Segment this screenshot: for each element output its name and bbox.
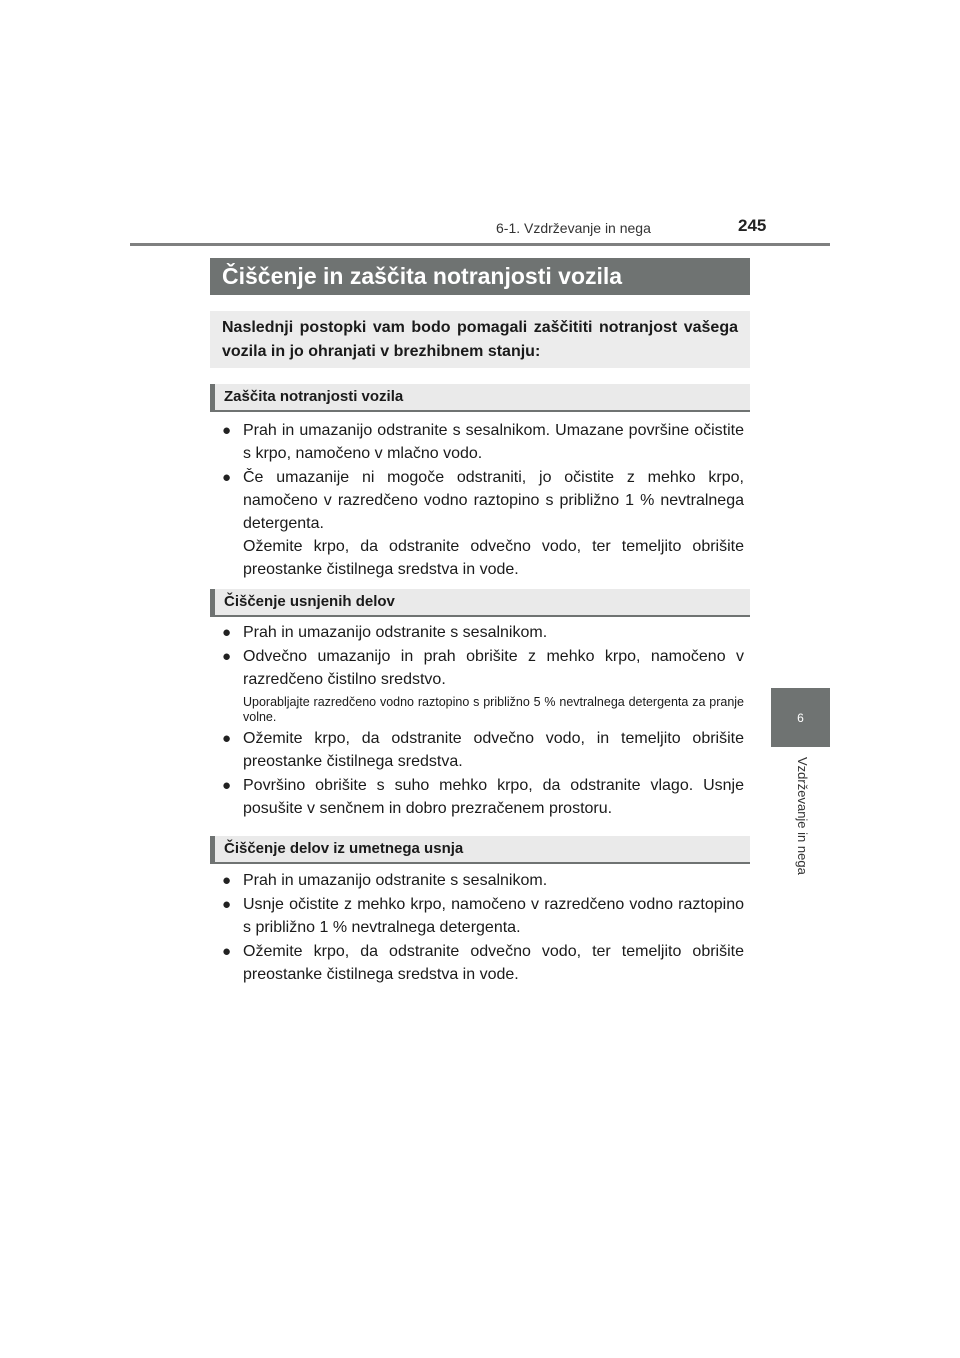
list-item [222, 727, 744, 773]
bullet-list-interior-protection [222, 419, 744, 582]
chapter-tab [771, 688, 830, 747]
bullet-text: Odvečno umazanijo in prah obrišite z mehko krpo, namočeno v razredčeno čistilno sredstvo. [243, 648, 744, 688]
chapter-number: 6 [797, 710, 804, 725]
page-number: 245 [738, 216, 767, 235]
list-item [222, 940, 744, 986]
bullet-text: Usnje očistite z mehko krpo, namočeno v razredčeno vodno raztopino s približno 1 % nevtralnega detergenta. [243, 896, 744, 936]
bullet-text: Ožemite krpo, da odstranite odvečno vodo, in temeljito obrišite preostanke čistilnega sredstva. [243, 730, 744, 770]
section-heading-synthetic-leather: Čiščenje delov iz umetnega usnja [210, 836, 750, 864]
bullet-text: Prah in umazanijo odstranite s sesalnikom. [243, 624, 548, 641]
bullet-icon: ● [222, 943, 232, 960]
bullet-icon: ● [222, 469, 232, 486]
list-item [222, 645, 744, 691]
bullet-icon: ● [222, 648, 232, 665]
section-heading-interior-protection: Zaščita notranjosti vozila [210, 384, 750, 412]
bullet-icon: ● [222, 624, 232, 641]
bullet-text: Če umazanije ni mogoče odstraniti, jo očistite z mehko krpo, namočeno v razredčeno vodno raztopino s približno 1 % nevtralnega detergenta. [243, 469, 744, 532]
list-item [222, 621, 744, 644]
bullet-icon: ● [222, 730, 232, 747]
bullet-text: Površino obrišite s suho mehko krpo, da odstranite vlago. Usnje posušite v senčnem in dobro prezračenem prostoru. [243, 777, 744, 817]
bullet-icon: ● [222, 422, 232, 439]
bullet-list-leather [222, 621, 744, 821]
bullet-icon: ● [222, 872, 232, 889]
list-item [222, 893, 744, 939]
intro-box [210, 311, 750, 368]
header-divider [130, 243, 830, 246]
bullet-text: Ožemite krpo, da odstranite odvečno vodo, ter temeljito obrišite preostanke čistilnega sredstva in vode. [243, 943, 744, 983]
list-item [222, 869, 744, 892]
bullet-icon: ● [222, 777, 232, 794]
chapter-side-title: Vzdrževanje in nega [795, 757, 810, 875]
bullet-text: Prah in umazanijo odstranite s sesalnikom. Umazane površine očistite s krpo, namočeno v mlačno vodo. [243, 422, 744, 462]
list-item [222, 419, 744, 465]
page-title: Čiščenje in zaščita notranjosti vozila [210, 258, 750, 295]
bullet-list-synthetic-leather [222, 869, 744, 987]
list-item [222, 774, 744, 820]
bullet-icon: ● [222, 896, 232, 913]
bullet-text: Prah in umazanijo odstranite s sesalnikom. [243, 872, 548, 889]
bullet-text-continued: Ožemite krpo, da odstranite odvečno vodo, ter temeljito obrišite preostanke čistilnega sredstva in vode. [243, 538, 744, 578]
intro-text: Naslednji postopki vam bodo pomagali zaščititi notranjost vašega vozila in jo ohranjati v brezhibnem stanju: [222, 319, 738, 360]
note-text: Uporabljajte razredčeno vodno raztopino s približno 5 % nevtralnega detergenta za pranje volne. [243, 695, 744, 724]
list-item [222, 466, 744, 581]
section-heading-leather: Čiščenje usnjenih delov [210, 589, 750, 617]
header-section-title: 6-1. Vzdrževanje in nega [496, 220, 651, 236]
